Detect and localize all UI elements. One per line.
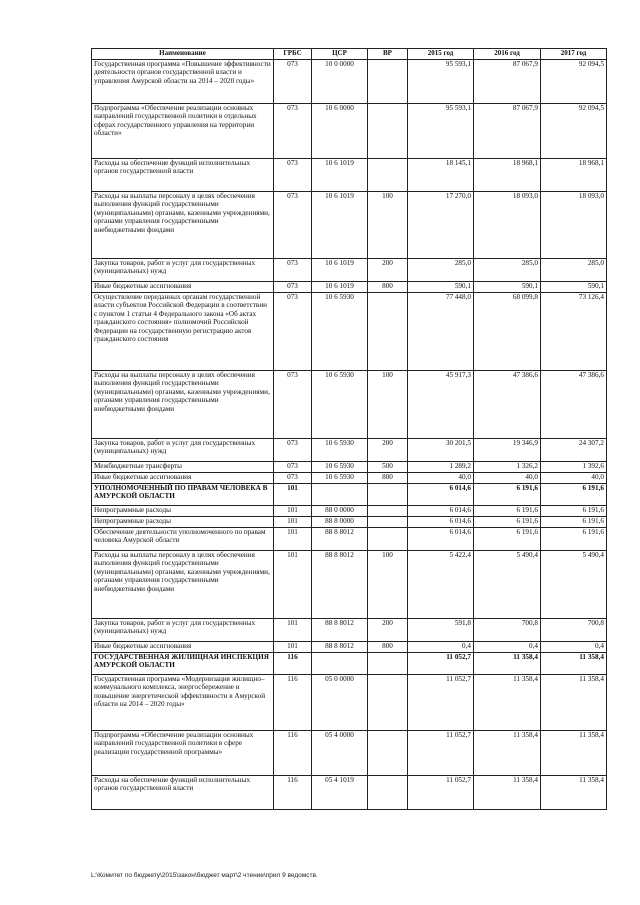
row-2015-cell: 77 448,0 [408, 293, 474, 371]
row-2015-cell: 45 917,3 [408, 371, 474, 439]
table-row [92, 675, 607, 731]
row-vr-cell [368, 159, 408, 192]
row-name-cell: Подпрограмма «Обеспечение реализации основных направлений государственной политики в отдельных сферах государственного управления на территории области» [92, 104, 274, 159]
row-vr-cell: 200 [368, 439, 408, 462]
row-vr-cell: 200 [368, 259, 408, 282]
table-row [92, 293, 607, 371]
row-vr-cell [368, 293, 408, 371]
table-row [92, 484, 607, 506]
row-vr-cell [368, 731, 408, 776]
row-2017-cell: 5 490,4 [541, 551, 607, 619]
row-2017-cell: 6 191,6 [541, 528, 607, 551]
row-grbs-cell: 073 [274, 60, 312, 104]
row-grbs-cell: 073 [274, 473, 312, 484]
row-grbs-cell: 101 [274, 642, 312, 653]
row-csr-cell: 10 6 5930 [312, 371, 368, 439]
row-2016-cell: 87 067,9 [474, 104, 541, 159]
table-row [92, 517, 607, 528]
row-2017-cell: 700,8 [541, 619, 607, 642]
row-2016-cell: 0,4 [474, 642, 541, 653]
table-row [92, 776, 607, 810]
row-grbs-cell: 073 [274, 104, 312, 159]
row-2017-cell: 24 307,2 [541, 439, 607, 462]
row-2016-cell: 18 093,0 [474, 192, 541, 259]
row-grbs-cell: 073 [274, 192, 312, 259]
table-row [92, 619, 607, 642]
row-2015-cell: 0,4 [408, 642, 474, 653]
table-row [92, 731, 607, 776]
row-grbs-cell: 073 [274, 159, 312, 192]
table-row [92, 473, 607, 484]
row-2015-cell: 6 014,6 [408, 506, 474, 517]
row-grbs-cell: 116 [274, 731, 312, 776]
row-2015-cell: 95 593,1 [408, 104, 474, 159]
row-grbs-cell: 073 [274, 259, 312, 282]
row-csr-cell [312, 484, 368, 506]
row-vr-cell [368, 60, 408, 104]
row-2016-cell: 19 346,9 [474, 439, 541, 462]
row-2015-cell: 285,0 [408, 259, 474, 282]
row-name-cell: Расходы на выплаты персоналу в целях обеспечения выполнения функций государственными (муниципальными) органами, казенными учреждениями, органами управления государственными внебюджетными фондами [92, 371, 274, 439]
row-vr-cell [368, 104, 408, 159]
row-2016-cell: 11 358,4 [474, 731, 541, 776]
row-csr-cell: 10 6 1019 [312, 192, 368, 259]
row-grbs-cell: 101 [274, 619, 312, 642]
row-grbs-cell: 101 [274, 517, 312, 528]
row-name-cell: Непрограммные расходы [92, 517, 274, 528]
row-2016-cell: 6 191,6 [474, 506, 541, 517]
row-csr-cell: 10 6 1019 [312, 259, 368, 282]
row-2017-cell: 11 358,4 [541, 675, 607, 731]
row-name-cell: Иные бюджетные ассигнования [92, 282, 274, 293]
row-grbs-cell: 073 [274, 293, 312, 371]
header-grbs: ГРБС [274, 49, 312, 60]
row-name-cell: ГОСУДАРСТВЕННАЯ ЖИЛИЩНАЯ ИНСПЕКЦИЯ АМУРСКОЙ ОБЛАСТИ [92, 653, 274, 675]
row-2016-cell: 11 358,4 [474, 653, 541, 675]
row-2017-cell: 18 968,1 [541, 159, 607, 192]
table-row [92, 528, 607, 551]
row-2015-cell: 30 201,5 [408, 439, 474, 462]
row-name-cell: Осуществление переданных органам государственной власти субъектов Российской Федерации в соответствии с пунктом 1 статьи 4 Федерального закона «Об актах гражданского состояния» полномочий Российской Федерации на государственную регистрацию актов гражданского состояния [92, 293, 274, 371]
row-2017-cell: 0,4 [541, 642, 607, 653]
row-vr-cell: 200 [368, 619, 408, 642]
row-2017-cell: 285,0 [541, 259, 607, 282]
table-row [92, 60, 607, 104]
table-row [92, 506, 607, 517]
table-body [92, 60, 607, 810]
row-vr-cell [368, 528, 408, 551]
row-2017-cell: 18 093,0 [541, 192, 607, 259]
row-csr-cell: 10 6 1019 [312, 159, 368, 192]
table-row [92, 192, 607, 259]
row-csr-cell: 05 4 0000 [312, 731, 368, 776]
row-2015-cell: 95 593,1 [408, 60, 474, 104]
row-2016-cell: 590,1 [474, 282, 541, 293]
row-vr-cell: 100 [368, 371, 408, 439]
row-csr-cell: 05 0 0000 [312, 675, 368, 731]
row-vr-cell: 800 [368, 473, 408, 484]
row-2016-cell: 11 358,4 [474, 776, 541, 810]
row-2015-cell: 591,8 [408, 619, 474, 642]
row-csr-cell: 10 6 5930 [312, 439, 368, 462]
row-2016-cell: 18 968,1 [474, 159, 541, 192]
row-2017-cell: 6 191,6 [541, 484, 607, 506]
table-row [92, 259, 607, 282]
row-name-cell: Межбюджетные трансферты [92, 462, 274, 473]
row-name-cell: Государственная программа «Модернизация жилищно–коммунального комплекса, энергосбережение и повышение энергетической эффективности в Амурской области на 2014 – 2020 годы» [92, 675, 274, 731]
row-grbs-cell: 116 [274, 776, 312, 810]
row-csr-cell: 10 0 0000 [312, 60, 368, 104]
row-csr-cell: 88 0 0000 [312, 506, 368, 517]
row-grbs-cell: 101 [274, 506, 312, 517]
row-csr-cell [312, 653, 368, 675]
header-csr: ЦСР [312, 49, 368, 60]
row-vr-cell [368, 776, 408, 810]
row-2015-cell: 11 052,7 [408, 776, 474, 810]
row-vr-cell: 100 [368, 551, 408, 619]
table-row [92, 462, 607, 473]
row-name-cell: Расходы на обеспечение функций исполнительных органов государственной власти [92, 776, 274, 810]
row-vr-cell: 100 [368, 192, 408, 259]
table-row [92, 282, 607, 293]
row-vr-cell [368, 517, 408, 528]
row-2017-cell: 73 126,4 [541, 293, 607, 371]
row-csr-cell: 88 8 8012 [312, 619, 368, 642]
header-2015: 2015 год [408, 49, 474, 60]
header-2017: 2017 год [541, 49, 607, 60]
row-name-cell: Расходы на обеспечение функций исполнительных органов государственной власти [92, 159, 274, 192]
row-name-cell: УПОЛНОМОЧЕННЫЙ ПО ПРАВАМ ЧЕЛОВЕКА В АМУРСКОЙ ОБЛАСТИ [92, 484, 274, 506]
row-2015-cell: 5 422,4 [408, 551, 474, 619]
row-2016-cell: 6 191,6 [474, 528, 541, 551]
row-2015-cell: 590,1 [408, 282, 474, 293]
row-2017-cell: 590,1 [541, 282, 607, 293]
row-vr-cell [368, 506, 408, 517]
row-2015-cell: 11 052,7 [408, 675, 474, 731]
row-2016-cell: 285,0 [474, 259, 541, 282]
row-2016-cell: 1 326,2 [474, 462, 541, 473]
table-row [92, 371, 607, 439]
row-name-cell: Иные бюджетные ассигнования [92, 473, 274, 484]
row-name-cell: Подпрограмма «Обеспечение реализации основных направлений государственной политики в сфере реализации государственной программы» [92, 731, 274, 776]
file-path-footer: L:\Комитет по бюджету\2015\закон\бюджет март\2 чтение\прил 9 ведомств. [91, 872, 318, 879]
row-2016-cell: 11 358,4 [474, 675, 541, 731]
row-2016-cell: 6 191,6 [474, 517, 541, 528]
row-name-cell: Закупка товаров, работ и услуг для государственных (муниципальных) нужд [92, 619, 274, 642]
row-2016-cell: 40,0 [474, 473, 541, 484]
row-name-cell: Иные бюджетные ассигнования [92, 642, 274, 653]
row-csr-cell: 05 4 1019 [312, 776, 368, 810]
row-2015-cell: 6 014,6 [408, 528, 474, 551]
row-csr-cell: 10 6 5930 [312, 462, 368, 473]
row-2016-cell: 68 099,8 [474, 293, 541, 371]
row-grbs-cell: 101 [274, 484, 312, 506]
row-vr-cell: 800 [368, 282, 408, 293]
row-2016-cell: 5 490,4 [474, 551, 541, 619]
row-grbs-cell: 073 [274, 462, 312, 473]
row-2017-cell: 6 191,6 [541, 506, 607, 517]
header-2016: 2016 год [474, 49, 541, 60]
row-2017-cell: 92 094,5 [541, 60, 607, 104]
row-2017-cell: 47 386,6 [541, 371, 607, 439]
row-2017-cell: 1 392,6 [541, 462, 607, 473]
row-name-cell: Непрограммные расходы [92, 506, 274, 517]
row-vr-cell: 800 [368, 642, 408, 653]
row-2017-cell: 6 191,6 [541, 517, 607, 528]
row-grbs-cell: 073 [274, 371, 312, 439]
row-name-cell: Государственная программа «Повышение эффективности деятельности органов государственной власти и управления Амурской области на 2014 – 2020 годы» [92, 60, 274, 104]
row-2015-cell: 18 145,1 [408, 159, 474, 192]
row-2015-cell: 1 289,2 [408, 462, 474, 473]
row-2016-cell: 87 067,9 [474, 60, 541, 104]
row-csr-cell: 10 6 0000 [312, 104, 368, 159]
row-name-cell: Закупка товаров, работ и услуг для государственных (муниципальных) нужд [92, 259, 274, 282]
row-2017-cell: 11 358,4 [541, 653, 607, 675]
row-vr-cell [368, 653, 408, 675]
row-grbs-cell: 073 [274, 439, 312, 462]
table-row [92, 104, 607, 159]
row-2017-cell: 11 358,4 [541, 731, 607, 776]
row-csr-cell: 10 6 5930 [312, 293, 368, 371]
table-header-row [92, 49, 607, 60]
row-vr-cell [368, 675, 408, 731]
row-csr-cell: 10 6 1019 [312, 282, 368, 293]
table-row [92, 653, 607, 675]
row-2015-cell: 11 052,7 [408, 731, 474, 776]
row-2016-cell: 700,8 [474, 619, 541, 642]
row-grbs-cell: 116 [274, 653, 312, 675]
row-2016-cell: 6 191,6 [474, 484, 541, 506]
budget-table [91, 48, 607, 810]
table-row [92, 439, 607, 462]
table-row [92, 159, 607, 192]
row-grbs-cell: 073 [274, 282, 312, 293]
row-vr-cell [368, 484, 408, 506]
header-name: Наименование [92, 49, 274, 60]
header-vr: ВР [368, 49, 408, 60]
row-2017-cell: 92 094,5 [541, 104, 607, 159]
row-2015-cell: 40,0 [408, 473, 474, 484]
row-csr-cell: 88 8 8012 [312, 528, 368, 551]
row-2015-cell: 6 014,6 [408, 517, 474, 528]
row-2017-cell: 11 358,4 [541, 776, 607, 810]
row-vr-cell: 500 [368, 462, 408, 473]
row-2017-cell: 40,0 [541, 473, 607, 484]
row-csr-cell: 88 8 8012 [312, 642, 368, 653]
row-name-cell: Расходы на выплаты персоналу в целях обеспечения выполнения функций государственными (муниципальными) органами, казенными учреждениями, органами управления государственными внебюджетными фондами [92, 551, 274, 619]
row-grbs-cell: 116 [274, 675, 312, 731]
row-csr-cell: 88 8 8012 [312, 551, 368, 619]
row-name-cell: Закупка товаров, работ и услуг для государственных (муниципальных) нужд [92, 439, 274, 462]
row-2015-cell: 11 052,7 [408, 653, 474, 675]
row-2015-cell: 6 014,6 [408, 484, 474, 506]
row-2015-cell: 17 270,0 [408, 192, 474, 259]
row-name-cell: Обеспечение деятельности уполномоченного по правам человека Амурской области [92, 528, 274, 551]
row-csr-cell: 88 8 0000 [312, 517, 368, 528]
row-grbs-cell: 101 [274, 528, 312, 551]
table-row [92, 642, 607, 653]
row-name-cell: Расходы на выплаты персоналу в целях обеспечения выполнения функций государственными (муниципальными) органами, казенными учреждениями, органами управления государственными внебюджетными фондами [92, 192, 274, 259]
row-csr-cell: 10 6 5930 [312, 473, 368, 484]
table-row [92, 551, 607, 619]
row-2016-cell: 47 386,6 [474, 371, 541, 439]
row-grbs-cell: 101 [274, 551, 312, 619]
